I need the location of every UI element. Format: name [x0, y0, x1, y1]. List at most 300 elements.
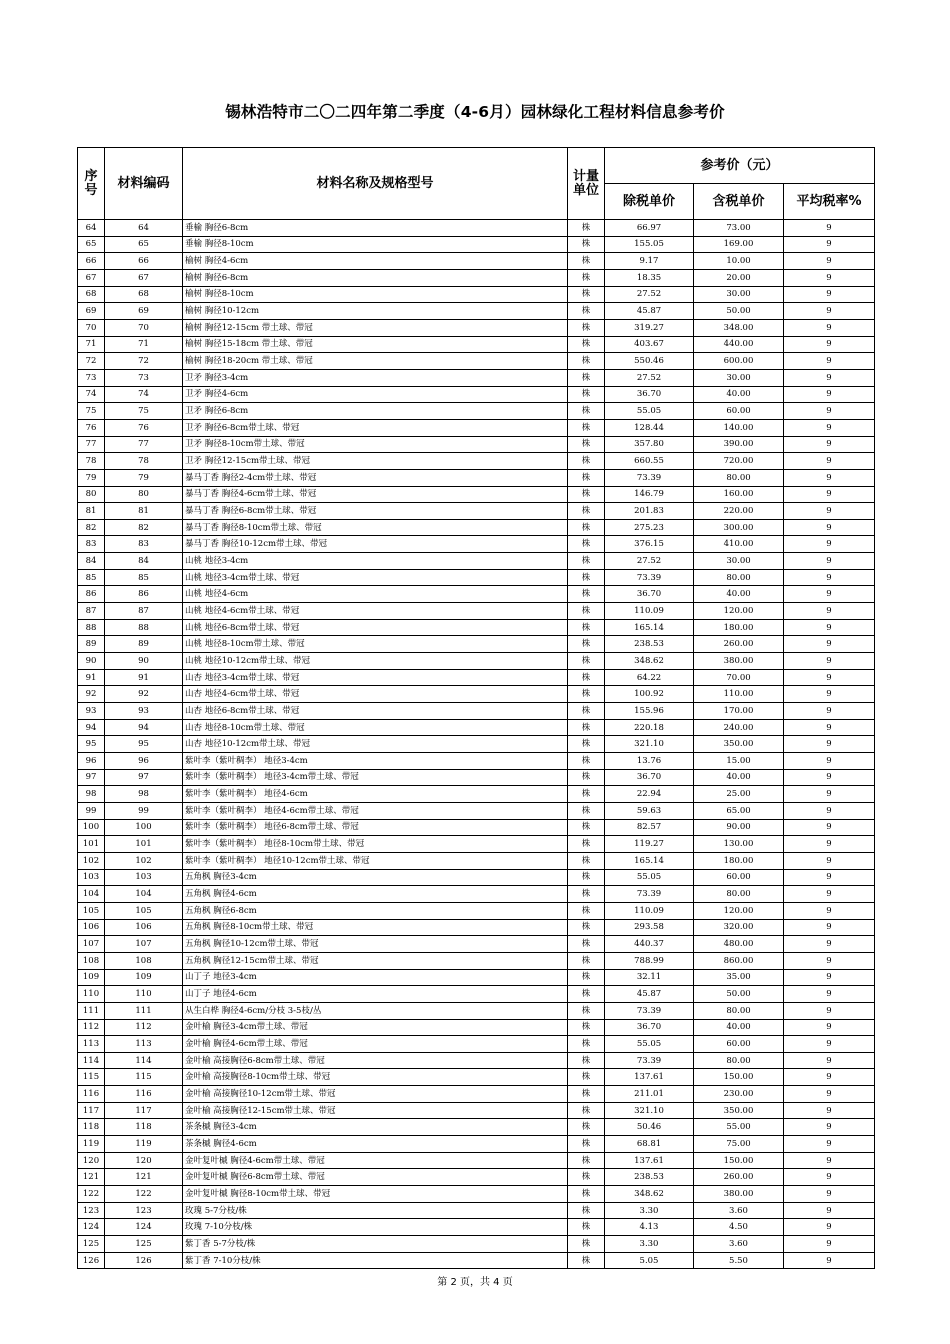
table-row: [78, 269, 875, 286]
tax-rate-cell: 9: [784, 269, 875, 286]
seq-cell: 126: [78, 1252, 105, 1269]
unit-cell: 株: [568, 836, 605, 853]
seq-cell: 65: [78, 236, 105, 253]
price-inc-tax-cell: 169.00: [694, 236, 784, 253]
price-inc-tax-cell: 80.00: [694, 1052, 784, 1069]
price-inc-tax-cell: 480.00: [694, 936, 784, 953]
tax-rate-cell: 9: [784, 1236, 875, 1253]
tax-rate-cell: 9: [784, 1186, 875, 1203]
code-cell: 99: [105, 802, 183, 819]
unit-cell: 株: [568, 519, 605, 536]
name-cell: 山桃 地径3-4cm带土球、带冠: [183, 569, 568, 586]
unit-cell: 株: [568, 753, 605, 770]
name-cell: 紫叶李（紫叶稠李） 地径3-4cm带土球、带冠: [183, 769, 568, 786]
price-inc-tax-cell: 80.00: [694, 1002, 784, 1019]
table-row: [78, 553, 875, 570]
unit-cell: 株: [568, 686, 605, 703]
price-ex-tax-cell: 357.80: [605, 436, 694, 453]
price-inc-tax-cell: 3.60: [694, 1202, 784, 1219]
name-cell: 卫矛 胸径12-15cm带土球、带冠: [183, 453, 568, 470]
code-cell: 70: [105, 319, 183, 336]
seq-cell: 125: [78, 1236, 105, 1253]
tax-rate-cell: 9: [784, 936, 875, 953]
table-row: [78, 403, 875, 420]
price-ex-tax-cell: 201.83: [605, 503, 694, 520]
price-ex-tax-cell: 319.27: [605, 319, 694, 336]
unit-cell: 株: [568, 619, 605, 636]
seq-cell: 121: [78, 1169, 105, 1186]
unit-cell: 株: [568, 1169, 605, 1186]
name-cell: 卫矛 胸径8-10cm带土球、带冠: [183, 436, 568, 453]
name-cell: 五角枫 胸径12-15cm带土球、带冠: [183, 952, 568, 969]
price-ex-tax-cell: 348.62: [605, 1186, 694, 1203]
price-inc-tax-cell: 140.00: [694, 419, 784, 436]
unit-cell: 株: [568, 919, 605, 936]
price-inc-tax-cell: 30.00: [694, 286, 784, 303]
price-ex-tax-cell: 220.18: [605, 719, 694, 736]
seq-cell: 97: [78, 769, 105, 786]
table-row: [78, 1252, 875, 1269]
price-inc-tax-cell: 110.00: [694, 686, 784, 703]
code-cell: 90: [105, 653, 183, 670]
seq-cell: 105: [78, 902, 105, 919]
tax-rate-cell: 9: [784, 619, 875, 636]
code-cell: 109: [105, 969, 183, 986]
unit-cell: 株: [568, 802, 605, 819]
tax-rate-cell: 9: [784, 836, 875, 853]
col-header-seq: 序号: [78, 148, 105, 220]
code-cell: 80: [105, 486, 183, 503]
price-ex-tax-cell: 403.67: [605, 336, 694, 353]
code-cell: 107: [105, 936, 183, 953]
unit-cell: 株: [568, 1069, 605, 1086]
name-cell: 山杏 地径10-12cm带土球、带冠: [183, 736, 568, 753]
price-ex-tax-cell: 348.62: [605, 653, 694, 670]
name-cell: 金叶榆 高接胸径6-8cm带土球、带冠: [183, 1052, 568, 1069]
price-inc-tax-cell: 25.00: [694, 786, 784, 803]
unit-cell: 株: [568, 736, 605, 753]
unit-cell: 株: [568, 769, 605, 786]
unit-cell: 株: [568, 436, 605, 453]
seq-cell: 96: [78, 753, 105, 770]
table-row: [78, 636, 875, 653]
seq-cell: 85: [78, 569, 105, 586]
unit-cell: 株: [568, 1152, 605, 1169]
unit-cell: 株: [568, 852, 605, 869]
name-cell: 垂榆 胸径8-10cm: [183, 236, 568, 253]
seq-cell: 109: [78, 969, 105, 986]
price-inc-tax-cell: 80.00: [694, 569, 784, 586]
code-cell: 78: [105, 453, 183, 470]
unit-cell: 株: [568, 586, 605, 603]
price-ex-tax-cell: 55.05: [605, 1036, 694, 1053]
table-row: [78, 1219, 875, 1236]
seq-cell: 103: [78, 869, 105, 886]
code-cell: 122: [105, 1186, 183, 1203]
price-ex-tax-cell: 146.79: [605, 486, 694, 503]
tax-rate-cell: 9: [784, 1102, 875, 1119]
name-cell: 卫矛 胸径3-4cm: [183, 369, 568, 386]
name-cell: 紫叶李（紫叶稠李） 地径4-6cm带土球、带冠: [183, 802, 568, 819]
unit-cell: 株: [568, 486, 605, 503]
price-ex-tax-cell: 50.46: [605, 1119, 694, 1136]
table-row: [78, 536, 875, 553]
price-inc-tax-cell: 130.00: [694, 836, 784, 853]
unit-cell: 株: [568, 952, 605, 969]
code-cell: 119: [105, 1136, 183, 1153]
table-row: [78, 286, 875, 303]
seq-cell: 64: [78, 220, 105, 237]
price-ex-tax-cell: 18.35: [605, 269, 694, 286]
seq-cell: 92: [78, 686, 105, 703]
col-header-price-ex-tax: 除税单价: [605, 184, 694, 220]
name-cell: 山丁子 地径4-6cm: [183, 986, 568, 1003]
table-row: [78, 1119, 875, 1136]
table-row: [78, 1186, 875, 1203]
price-ex-tax-cell: 137.61: [605, 1069, 694, 1086]
price-ex-tax-cell: 73.39: [605, 886, 694, 903]
seq-cell: 120: [78, 1152, 105, 1169]
price-ex-tax-cell: 100.92: [605, 686, 694, 703]
price-inc-tax-cell: 120.00: [694, 902, 784, 919]
unit-cell: 株: [568, 220, 605, 237]
name-cell: 金叶复叶槭 胸径4-6cm带土球、带冠: [183, 1152, 568, 1169]
price-inc-tax-cell: 3.60: [694, 1236, 784, 1253]
seq-cell: 110: [78, 986, 105, 1003]
price-ex-tax-cell: 27.52: [605, 553, 694, 570]
price-ex-tax-cell: 64.22: [605, 669, 694, 686]
tax-rate-cell: 9: [784, 303, 875, 320]
name-cell: 山桃 地径4-6cm带土球、带冠: [183, 603, 568, 620]
tax-rate-cell: 9: [784, 386, 875, 403]
seq-cell: 80: [78, 486, 105, 503]
name-cell: 山杏 地径8-10cm带土球、带冠: [183, 719, 568, 736]
table-row: [78, 952, 875, 969]
unit-cell: 株: [568, 1052, 605, 1069]
price-inc-tax-cell: 80.00: [694, 469, 784, 486]
table-row: [78, 586, 875, 603]
price-inc-tax-cell: 80.00: [694, 886, 784, 903]
table-row: [78, 1019, 875, 1036]
seq-cell: 72: [78, 353, 105, 370]
code-cell: 108: [105, 952, 183, 969]
unit-cell: 株: [568, 1136, 605, 1153]
code-cell: 81: [105, 503, 183, 520]
unit-cell: 株: [568, 936, 605, 953]
name-cell: 山桃 地径10-12cm带土球、带冠: [183, 653, 568, 670]
code-cell: 114: [105, 1052, 183, 1069]
name-cell: 茶条槭 胸径3-4cm: [183, 1119, 568, 1136]
seq-cell: 117: [78, 1102, 105, 1119]
seq-cell: 104: [78, 886, 105, 903]
name-cell: 榆树 胸径10-12cm: [183, 303, 568, 320]
price-inc-tax-cell: 35.00: [694, 969, 784, 986]
name-cell: 玫瑰 7-10分枝/株: [183, 1219, 568, 1236]
code-cell: 102: [105, 852, 183, 869]
code-cell: 69: [105, 303, 183, 320]
table-row: [78, 253, 875, 270]
seq-cell: 82: [78, 519, 105, 536]
price-ex-tax-cell: 27.52: [605, 369, 694, 386]
name-cell: 山桃 地径4-6cm: [183, 586, 568, 603]
tax-rate-cell: 9: [784, 1169, 875, 1186]
tax-rate-cell: 9: [784, 769, 875, 786]
price-ex-tax-cell: 788.99: [605, 952, 694, 969]
tax-rate-cell: 9: [784, 636, 875, 653]
price-inc-tax-cell: 4.50: [694, 1219, 784, 1236]
price-inc-tax-cell: 60.00: [694, 403, 784, 420]
price-ex-tax-cell: 155.96: [605, 703, 694, 720]
name-cell: 五角枫 胸径4-6cm: [183, 886, 568, 903]
table-row: [78, 1102, 875, 1119]
price-inc-tax-cell: 15.00: [694, 753, 784, 770]
unit-cell: 株: [568, 1202, 605, 1219]
price-ex-tax-cell: 73.39: [605, 1002, 694, 1019]
tax-rate-cell: 9: [784, 869, 875, 886]
name-cell: 暴马丁香 胸径8-10cm带土球、带冠: [183, 519, 568, 536]
price-inc-tax-cell: 390.00: [694, 436, 784, 453]
tax-rate-cell: 9: [784, 436, 875, 453]
name-cell: 榆树 胸径4-6cm: [183, 253, 568, 270]
code-cell: 64: [105, 220, 183, 237]
price-inc-tax-cell: 260.00: [694, 636, 784, 653]
price-ex-tax-cell: 155.05: [605, 236, 694, 253]
table-row: [78, 1052, 875, 1069]
price-inc-tax-cell: 5.50: [694, 1252, 784, 1269]
tax-rate-cell: 9: [784, 719, 875, 736]
unit-cell: 株: [568, 386, 605, 403]
code-cell: 66: [105, 253, 183, 270]
code-cell: 123: [105, 1202, 183, 1219]
seq-cell: 101: [78, 836, 105, 853]
tax-rate-cell: 9: [784, 703, 875, 720]
price-inc-tax-cell: 380.00: [694, 1186, 784, 1203]
col-header-unit: 计量单位: [568, 148, 605, 220]
price-inc-tax-cell: 120.00: [694, 603, 784, 620]
code-cell: 79: [105, 469, 183, 486]
name-cell: 紫叶李（紫叶稠李） 地径10-12cm带土球、带冠: [183, 852, 568, 869]
price-ex-tax-cell: 82.57: [605, 819, 694, 836]
price-ex-tax-cell: 376.15: [605, 536, 694, 553]
price-inc-tax-cell: 90.00: [694, 819, 784, 836]
table-row: [78, 669, 875, 686]
price-inc-tax-cell: 40.00: [694, 1019, 784, 1036]
seq-cell: 124: [78, 1219, 105, 1236]
price-ex-tax-cell: 238.53: [605, 1169, 694, 1186]
name-cell: 榆树 胸径15-18cm 带土球、带冠: [183, 336, 568, 353]
seq-cell: 122: [78, 1186, 105, 1203]
price-ex-tax-cell: 275.23: [605, 519, 694, 536]
tax-rate-cell: 9: [784, 286, 875, 303]
name-cell: 垂榆 胸径6-8cm: [183, 220, 568, 237]
seq-cell: 78: [78, 453, 105, 470]
price-inc-tax-cell: 170.00: [694, 703, 784, 720]
price-inc-tax-cell: 230.00: [694, 1086, 784, 1103]
price-inc-tax-cell: 240.00: [694, 719, 784, 736]
code-cell: 72: [105, 353, 183, 370]
tax-rate-cell: 9: [784, 503, 875, 520]
code-cell: 125: [105, 1236, 183, 1253]
name-cell: 卫矛 胸径6-8cm带土球、带冠: [183, 419, 568, 436]
price-ex-tax-cell: 66.97: [605, 220, 694, 237]
price-ex-tax-cell: 45.87: [605, 986, 694, 1003]
unit-cell: 株: [568, 453, 605, 470]
table-row: [78, 1086, 875, 1103]
table-row: [78, 819, 875, 836]
seq-cell: 102: [78, 852, 105, 869]
seq-cell: 86: [78, 586, 105, 603]
tax-rate-cell: 9: [784, 1219, 875, 1236]
price-ex-tax-cell: 73.39: [605, 569, 694, 586]
table-row: [78, 1002, 875, 1019]
price-ex-tax-cell: 128.44: [605, 419, 694, 436]
tax-rate-cell: 9: [784, 486, 875, 503]
tax-rate-cell: 9: [784, 1119, 875, 1136]
price-inc-tax-cell: 348.00: [694, 319, 784, 336]
table-row: [78, 319, 875, 336]
code-cell: 93: [105, 703, 183, 720]
tax-rate-cell: 9: [784, 603, 875, 620]
seq-cell: 118: [78, 1119, 105, 1136]
table-row: [78, 369, 875, 386]
seq-cell: 73: [78, 369, 105, 386]
name-cell: 金叶榆 高接胸径10-12cm带土球、带冠: [183, 1086, 568, 1103]
seq-cell: 108: [78, 952, 105, 969]
tax-rate-cell: 9: [784, 819, 875, 836]
col-header-price-inc-tax: 含税单价: [694, 184, 784, 220]
seq-cell: 67: [78, 269, 105, 286]
price-inc-tax-cell: 60.00: [694, 869, 784, 886]
price-inc-tax-cell: 30.00: [694, 553, 784, 570]
table-row: [78, 936, 875, 953]
price-inc-tax-cell: 20.00: [694, 269, 784, 286]
price-ex-tax-cell: 119.27: [605, 836, 694, 853]
price-inc-tax-cell: 410.00: [694, 536, 784, 553]
price-ex-tax-cell: 238.53: [605, 636, 694, 653]
code-cell: 118: [105, 1119, 183, 1136]
price-inc-tax-cell: 40.00: [694, 386, 784, 403]
table-row: [78, 836, 875, 853]
code-cell: 100: [105, 819, 183, 836]
price-inc-tax-cell: 320.00: [694, 919, 784, 936]
page-title: 锡林浩特市二〇二四年第二季度（4-6月）园林绿化工程材料信息参考价: [225, 103, 725, 121]
tax-rate-cell: 9: [784, 986, 875, 1003]
tax-rate-cell: 9: [784, 236, 875, 253]
unit-cell: 株: [568, 1252, 605, 1269]
price-ex-tax-cell: 36.70: [605, 386, 694, 403]
table-row: [78, 719, 875, 736]
price-inc-tax-cell: 55.00: [694, 1119, 784, 1136]
col-header-code: 材料编码: [105, 148, 183, 220]
price-inc-tax-cell: 40.00: [694, 769, 784, 786]
tax-rate-cell: 9: [784, 852, 875, 869]
unit-cell: 株: [568, 269, 605, 286]
code-cell: 113: [105, 1036, 183, 1053]
code-cell: 124: [105, 1219, 183, 1236]
table-row: [78, 1202, 875, 1219]
seq-cell: 116: [78, 1086, 105, 1103]
table-row: [78, 1236, 875, 1253]
price-ex-tax-cell: 36.70: [605, 769, 694, 786]
unit-cell: 株: [568, 319, 605, 336]
code-cell: 98: [105, 786, 183, 803]
price-inc-tax-cell: 150.00: [694, 1152, 784, 1169]
tax-rate-cell: 9: [784, 220, 875, 237]
table-row: [78, 786, 875, 803]
seq-cell: 76: [78, 419, 105, 436]
code-cell: 67: [105, 269, 183, 286]
seq-cell: 94: [78, 719, 105, 736]
price-inc-tax-cell: 10.00: [694, 253, 784, 270]
table-row: [78, 1036, 875, 1053]
price-ex-tax-cell: 32.11: [605, 969, 694, 986]
price-inc-tax-cell: 220.00: [694, 503, 784, 520]
tax-rate-cell: 9: [784, 902, 875, 919]
table-row: [78, 569, 875, 586]
unit-cell: 株: [568, 636, 605, 653]
unit-cell: 株: [568, 703, 605, 720]
tax-rate-cell: 9: [784, 952, 875, 969]
price-ex-tax-cell: 4.13: [605, 1219, 694, 1236]
code-cell: 91: [105, 669, 183, 686]
name-cell: 榆树 胸径18-20cm 带土球、带冠: [183, 353, 568, 370]
name-cell: 金叶榆 胸径4-6cm带土球、带冠: [183, 1036, 568, 1053]
tax-rate-cell: 9: [784, 1019, 875, 1036]
seq-cell: 99: [78, 802, 105, 819]
name-cell: 五角枫 胸径6-8cm: [183, 902, 568, 919]
name-cell: 从生白桦 胸径4-6cm/分枝 3-5枝/丛: [183, 1002, 568, 1019]
unit-cell: 株: [568, 469, 605, 486]
table-row: [78, 852, 875, 869]
seq-cell: 69: [78, 303, 105, 320]
name-cell: 暴马丁香 胸径2-4cm带土球、带冠: [183, 469, 568, 486]
tax-rate-cell: 9: [784, 1069, 875, 1086]
name-cell: 榆树 胸径12-15cm 带土球、带冠: [183, 319, 568, 336]
price-inc-tax-cell: 50.00: [694, 986, 784, 1003]
tax-rate-cell: 9: [784, 886, 875, 903]
tax-rate-cell: 9: [784, 1152, 875, 1169]
table-row: [78, 619, 875, 636]
table-row: [78, 686, 875, 703]
seq-cell: 70: [78, 319, 105, 336]
table-row: [78, 353, 875, 370]
name-cell: 卫矛 胸径4-6cm: [183, 386, 568, 403]
price-ex-tax-cell: 36.70: [605, 586, 694, 603]
code-cell: 86: [105, 586, 183, 603]
price-ex-tax-cell: 440.37: [605, 936, 694, 953]
table-row: [78, 736, 875, 753]
price-ex-tax-cell: 68.81: [605, 1136, 694, 1153]
unit-cell: 株: [568, 419, 605, 436]
unit-cell: 株: [568, 719, 605, 736]
price-ex-tax-cell: 73.39: [605, 1052, 694, 1069]
unit-cell: 株: [568, 1002, 605, 1019]
code-cell: 115: [105, 1069, 183, 1086]
table-row: [78, 469, 875, 486]
unit-cell: 株: [568, 986, 605, 1003]
tax-rate-cell: 9: [784, 1052, 875, 1069]
table-row: [78, 769, 875, 786]
price-inc-tax-cell: 300.00: [694, 519, 784, 536]
name-cell: 山杏 地径4-6cm带土球、带冠: [183, 686, 568, 703]
table-row: [78, 653, 875, 670]
seq-cell: 95: [78, 736, 105, 753]
unit-cell: 株: [568, 886, 605, 903]
price-inc-tax-cell: 860.00: [694, 952, 784, 969]
table-row: [78, 869, 875, 886]
price-table: [77, 147, 875, 1269]
seq-cell: 91: [78, 669, 105, 686]
